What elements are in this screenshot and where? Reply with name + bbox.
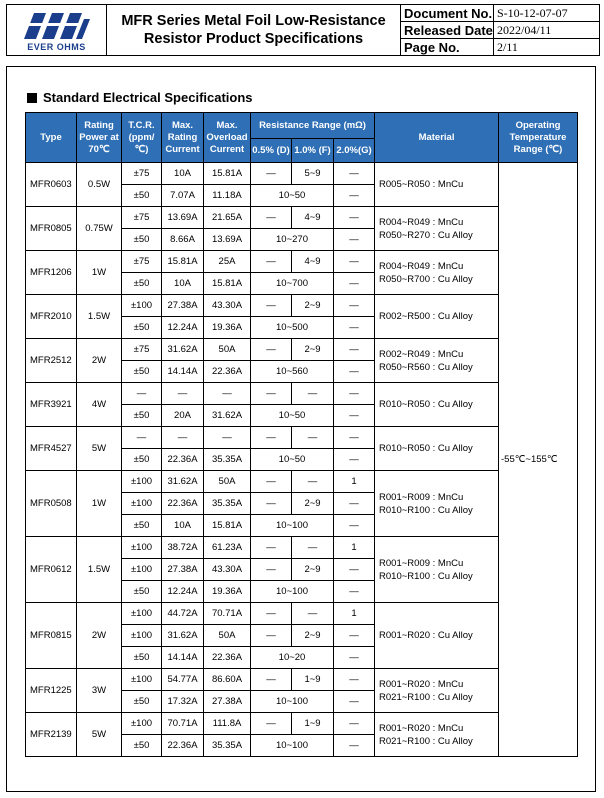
tcr-cell: ±50: [122, 515, 162, 537]
type-cell: MFR2512: [26, 339, 77, 383]
material-cell: R001~R020 : MnCu R021~R100 : Cu Alloy: [375, 713, 499, 757]
tol-20-cell: —: [334, 427, 375, 449]
material-cell: R002~R049 : MnCu R050~R560 : Cu Alloy: [375, 339, 499, 383]
max-overload-current-cell: 50A: [204, 339, 251, 361]
col-tol-20: 2.0%(G): [334, 139, 375, 163]
tol-05-cell: —: [251, 163, 292, 185]
tol-05-cell: —: [251, 493, 292, 515]
max-rating-current-cell: 31.62A: [162, 625, 204, 647]
type-cell: MFR1225: [26, 669, 77, 713]
tcr-cell: ±100: [122, 471, 162, 493]
tol-20-cell: —: [334, 691, 375, 713]
tcr-cell: ±75: [122, 207, 162, 229]
max-rating-current-cell: 22.36A: [162, 449, 204, 471]
max-rating-current-cell: 22.36A: [162, 493, 204, 515]
tol-20-cell: —: [334, 361, 375, 383]
rating-power-cell: 5W: [77, 713, 122, 757]
table-row: [26, 207, 578, 229]
material-cell: R001~R009 : MnCu R010~R100 : Cu Alloy: [375, 537, 499, 603]
doc-no-label: Document No.: [401, 5, 494, 21]
spec-table-body: [26, 163, 578, 757]
tol-10-cell: 2~9: [292, 625, 334, 647]
tcr-cell: ±75: [122, 251, 162, 273]
max-overload-current-cell: 35.35A: [204, 493, 251, 515]
tcr-cell: ±100: [122, 559, 162, 581]
tol-05-cell: —: [251, 251, 292, 273]
resistance-range-cell: 10~100: [251, 515, 334, 537]
resistance-range-cell: 10~50: [251, 449, 334, 471]
type-cell: MFR4527: [26, 427, 77, 471]
rating-power-cell: 1W: [77, 251, 122, 295]
max-overload-current-cell: —: [204, 427, 251, 449]
col-max-rating-current: Max. Rating Current: [162, 113, 204, 163]
max-overload-current-cell: 13.69A: [204, 229, 251, 251]
tol-10-cell: 4~9: [292, 207, 334, 229]
tcr-cell: —: [122, 383, 162, 405]
tol-10-cell: 2~9: [292, 339, 334, 361]
max-overload-current-cell: 11.18A: [204, 185, 251, 207]
rating-power-cell: 1.5W: [77, 295, 122, 339]
max-rating-current-cell: 13.69A: [162, 207, 204, 229]
page-no-label: Page No.: [401, 39, 494, 55]
resistance-range-cell: 10~50: [251, 185, 334, 207]
tcr-cell: ±50: [122, 449, 162, 471]
rating-power-cell: 0.75W: [77, 207, 122, 251]
tol-20-cell: —: [334, 163, 375, 185]
tol-20-cell: —: [334, 449, 375, 471]
bullet-square-icon: [27, 93, 37, 103]
released-date-label: Released Date: [401, 22, 494, 38]
tol-10-cell: 2~9: [292, 559, 334, 581]
max-overload-current-cell: 25A: [204, 251, 251, 273]
resistance-range-cell: 10~20: [251, 647, 334, 669]
released-date-value: 2022/04/11: [497, 22, 552, 37]
rating-power-cell: 5W: [77, 427, 122, 471]
resistance-range-cell: 10~100: [251, 691, 334, 713]
max-overload-current-cell: —: [204, 383, 251, 405]
max-rating-current-cell: 70.71A: [162, 713, 204, 735]
table-row: [26, 163, 578, 185]
max-overload-current-cell: 15.81A: [204, 163, 251, 185]
tol-10-cell: 2~9: [292, 493, 334, 515]
tol-05-cell: —: [251, 669, 292, 691]
material-cell: R005~R050 : MnCu: [375, 163, 499, 207]
tol-20-cell: —: [334, 185, 375, 207]
tol-10-cell: 1~9: [292, 713, 334, 735]
resistance-range-cell: 10~50: [251, 405, 334, 427]
tol-05-cell: —: [251, 339, 292, 361]
tol-20-cell: —: [334, 559, 375, 581]
table-row: [26, 471, 578, 493]
table-row: [26, 537, 578, 559]
tcr-cell: ±50: [122, 185, 162, 207]
max-overload-current-cell: 22.36A: [204, 361, 251, 383]
tol-10-cell: —: [292, 383, 334, 405]
max-rating-current-cell: —: [162, 427, 204, 449]
title-line-1: MFR Series Metal Foil Low-Resistance: [121, 13, 386, 29]
tcr-cell: ±100: [122, 603, 162, 625]
max-overload-current-cell: 15.81A: [204, 515, 251, 537]
material-cell: R002~R500 : Cu Alloy: [375, 295, 499, 339]
resistance-range-cell: 10~500: [251, 317, 334, 339]
tol-05-cell: —: [251, 537, 292, 559]
tcr-cell: ±75: [122, 163, 162, 185]
max-overload-current-cell: 27.38A: [204, 691, 251, 713]
tcr-cell: ±75: [122, 339, 162, 361]
tcr-cell: ±50: [122, 735, 162, 757]
col-max-overload-current: Max. Overload Current: [204, 113, 251, 163]
col-rating-power: Rating Power at 70℃: [77, 113, 122, 163]
tol-05-cell: —: [251, 625, 292, 647]
tol-05-cell: —: [251, 295, 292, 317]
material-cell: R001~R020 : MnCu R021~R100 : Cu Alloy: [375, 669, 499, 713]
document-meta: [401, 5, 599, 55]
max-overload-current-cell: 19.36A: [204, 581, 251, 603]
col-tcr: T.C.R. (ppm/℃): [122, 113, 162, 163]
tol-20-cell: —: [334, 581, 375, 603]
max-overload-current-cell: 86.60A: [204, 669, 251, 691]
resistance-range-cell: 10~560: [251, 361, 334, 383]
section-heading: [27, 90, 253, 105]
max-rating-current-cell: 54.77A: [162, 669, 204, 691]
tol-20-cell: —: [334, 493, 375, 515]
tol-10-cell: 1~9: [292, 669, 334, 691]
tol-05-cell: —: [251, 603, 292, 625]
max-rating-current-cell: 27.38A: [162, 295, 204, 317]
tcr-cell: ±50: [122, 581, 162, 603]
table-row: [26, 295, 578, 317]
max-rating-current-cell: 7.07A: [162, 185, 204, 207]
tcr-cell: ±100: [122, 537, 162, 559]
spec-table: [25, 112, 578, 757]
max-rating-current-cell: 15.81A: [162, 251, 204, 273]
material-cell: R001~R009 : MnCu R010~R100 : Cu Alloy: [375, 471, 499, 537]
tcr-cell: ±100: [122, 493, 162, 515]
max-rating-current-cell: 14.14A: [162, 647, 204, 669]
max-rating-current-cell: 14.14A: [162, 361, 204, 383]
document-title: [107, 5, 401, 55]
max-overload-current-cell: 35.35A: [204, 735, 251, 757]
max-overload-current-cell: 50A: [204, 625, 251, 647]
max-overload-current-cell: 31.62A: [204, 405, 251, 427]
operating-temp-cell: -55℃~155℃: [499, 163, 578, 757]
rating-power-cell: 2W: [77, 603, 122, 669]
max-rating-current-cell: 20A: [162, 405, 204, 427]
tol-20-cell: —: [334, 625, 375, 647]
tol-10-cell: —: [292, 603, 334, 625]
tcr-cell: ±50: [122, 229, 162, 251]
type-cell: MFR0508: [26, 471, 77, 537]
max-overload-current-cell: 43.30A: [204, 295, 251, 317]
document-header: [6, 4, 600, 56]
tol-20-cell: 1: [334, 471, 375, 493]
max-rating-current-cell: 8.66A: [162, 229, 204, 251]
col-operating-temp: Operating Temperature Range (℃): [499, 113, 578, 163]
resistance-range-cell: 10~100: [251, 735, 334, 757]
max-rating-current-cell: 10A: [162, 515, 204, 537]
rating-power-cell: 1.5W: [77, 537, 122, 603]
logo-text: EVER OHMS: [27, 41, 86, 52]
tcr-cell: ±50: [122, 691, 162, 713]
material-cell: R010~R050 : Cu Alloy: [375, 427, 499, 471]
rating-power-cell: 1W: [77, 471, 122, 537]
tcr-cell: ±100: [122, 713, 162, 735]
tol-10-cell: 5~9: [292, 163, 334, 185]
tol-05-cell: —: [251, 207, 292, 229]
tcr-cell: ±100: [122, 669, 162, 691]
max-rating-current-cell: —: [162, 383, 204, 405]
tcr-cell: ±50: [122, 405, 162, 427]
max-rating-current-cell: 38.72A: [162, 537, 204, 559]
tol-20-cell: —: [334, 339, 375, 361]
max-overload-current-cell: 50A: [204, 471, 251, 493]
tcr-cell: ±50: [122, 273, 162, 295]
tol-10-cell: —: [292, 471, 334, 493]
max-rating-current-cell: 31.62A: [162, 471, 204, 493]
tol-20-cell: —: [334, 273, 375, 295]
max-rating-current-cell: 22.36A: [162, 735, 204, 757]
rating-power-cell: 4W: [77, 383, 122, 427]
type-cell: MFR3921: [26, 383, 77, 427]
table-row: [26, 603, 578, 625]
table-row: [26, 383, 578, 405]
tol-20-cell: —: [334, 669, 375, 691]
table-row: [26, 713, 578, 735]
title-line-2: Resistor Product Specifications: [143, 31, 364, 47]
tol-20-cell: —: [334, 229, 375, 251]
table-row: [26, 251, 578, 273]
material-cell: R001~R020 : Cu Alloy: [375, 603, 499, 669]
max-rating-current-cell: 44.72A: [162, 603, 204, 625]
tol-05-cell: —: [251, 471, 292, 493]
col-tol-05: 0.5% (D): [251, 139, 292, 163]
max-rating-current-cell: 12.24A: [162, 581, 204, 603]
type-cell: MFR1206: [26, 251, 77, 295]
tol-05-cell: —: [251, 713, 292, 735]
tcr-cell: ±100: [122, 625, 162, 647]
ever-ohms-logo-icon: [20, 9, 94, 41]
page-no-value: 2/11: [497, 39, 518, 54]
col-type: Type: [26, 113, 77, 163]
tol-20-cell: —: [334, 405, 375, 427]
type-cell: MFR0612: [26, 537, 77, 603]
tol-20-cell: 1: [334, 537, 375, 559]
tol-05-cell: —: [251, 427, 292, 449]
resistance-range-cell: 10~100: [251, 581, 334, 603]
tcr-cell: ±100: [122, 295, 162, 317]
col-tol-10: 1.0% (F): [292, 139, 334, 163]
tol-20-cell: —: [334, 383, 375, 405]
table-row: [26, 339, 578, 361]
max-overload-current-cell: 61.23A: [204, 537, 251, 559]
tcr-cell: —: [122, 427, 162, 449]
type-cell: MFR0815: [26, 603, 77, 669]
max-overload-current-cell: 15.81A: [204, 273, 251, 295]
tol-20-cell: —: [334, 317, 375, 339]
tol-20-cell: 1: [334, 603, 375, 625]
type-cell: MFR0603: [26, 163, 77, 207]
max-rating-current-cell: 10A: [162, 163, 204, 185]
max-rating-current-cell: 10A: [162, 273, 204, 295]
max-rating-current-cell: 31.62A: [162, 339, 204, 361]
type-cell: MFR2139: [26, 713, 77, 757]
tol-10-cell: —: [292, 427, 334, 449]
max-overload-current-cell: 70.71A: [204, 603, 251, 625]
type-cell: MFR2010: [26, 295, 77, 339]
tol-05-cell: —: [251, 559, 292, 581]
max-overload-current-cell: 19.36A: [204, 317, 251, 339]
col-resistance-range: Resistance Range (mΩ): [251, 113, 375, 139]
max-rating-current-cell: 17.32A: [162, 691, 204, 713]
tol-20-cell: —: [334, 515, 375, 537]
tol-10-cell: 2~9: [292, 295, 334, 317]
resistance-range-cell: 10~700: [251, 273, 334, 295]
col-material: Material: [375, 113, 499, 163]
table-row: [26, 427, 578, 449]
resistance-range-cell: 10~270: [251, 229, 334, 251]
rating-power-cell: 3W: [77, 669, 122, 713]
max-rating-current-cell: 12.24A: [162, 317, 204, 339]
max-overload-current-cell: 22.36A: [204, 647, 251, 669]
table-row: [26, 669, 578, 691]
material-cell: R004~R049 : MnCu R050~R270 : Cu Alloy: [375, 207, 499, 251]
type-cell: MFR0805: [26, 207, 77, 251]
tol-05-cell: —: [251, 383, 292, 405]
section-title: Standard Electrical Specifications: [43, 90, 253, 105]
tcr-cell: ±50: [122, 317, 162, 339]
rating-power-cell: 0.5W: [77, 163, 122, 207]
tol-20-cell: —: [334, 207, 375, 229]
doc-no-value: S-10-12-07-07: [497, 5, 568, 20]
tol-20-cell: —: [334, 713, 375, 735]
company-logo: [7, 5, 107, 55]
rating-power-cell: 2W: [77, 339, 122, 383]
tcr-cell: ±50: [122, 361, 162, 383]
tol-20-cell: —: [334, 647, 375, 669]
max-overload-current-cell: 43.30A: [204, 559, 251, 581]
max-overload-current-cell: 21.65A: [204, 207, 251, 229]
tcr-cell: ±50: [122, 647, 162, 669]
tol-20-cell: —: [334, 295, 375, 317]
tol-10-cell: —: [292, 537, 334, 559]
max-overload-current-cell: 35.35A: [204, 449, 251, 471]
max-rating-current-cell: 27.38A: [162, 559, 204, 581]
material-cell: R010~R050 : Cu Alloy: [375, 383, 499, 427]
max-overload-current-cell: 111.8A: [204, 713, 251, 735]
tol-20-cell: —: [334, 735, 375, 757]
tol-20-cell: —: [334, 251, 375, 273]
material-cell: R004~R049 : MnCu R050~R700 : Cu Alloy: [375, 251, 499, 295]
tol-10-cell: 4~9: [292, 251, 334, 273]
